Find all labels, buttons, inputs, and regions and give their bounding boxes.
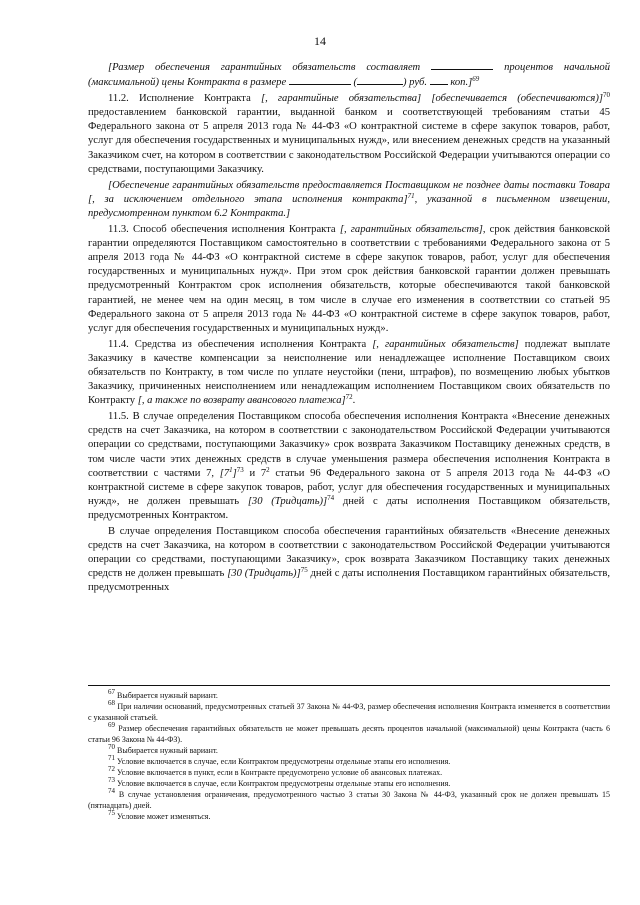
- footnote-ref: 70: [603, 91, 610, 100]
- footnote-text: Выбирается нужный вариант.: [117, 746, 218, 755]
- footnote-ref: 75: [300, 566, 308, 575]
- superscript: 1: [229, 465, 233, 474]
- paragraph-11-2: [88, 92, 610, 177]
- footnote-text: Выбирается нужный вариант.: [117, 691, 218, 700]
- text: статьи 96 Федерального закона от 5 апреля 2013 года № 44-ФЗ «О контрактной системе в сфере закупок товаров, работ, услуг для обеспечения государственных и муниципальных нужд», не должен превышать: [88, 467, 611, 507]
- footnote-text: Условие может изменяться.: [117, 812, 211, 821]
- blank-field: [430, 75, 448, 85]
- text: Исполнение Контракта: [138, 93, 251, 105]
- paragraph-11-3: [88, 223, 610, 336]
- paragraph-guarantee-return: [88, 525, 610, 595]
- footnote-number: 70: [108, 743, 115, 751]
- text: [, гарантийные обязательства]: [260, 93, 422, 105]
- footnote-number: 75: [108, 809, 115, 817]
- page-number: 14: [314, 34, 326, 48]
- text: , указанной в письменном извещении, предусмотренном пунктом 6.2 Контракта.]: [88, 193, 610, 219]
- text: В случае определения Поставщиком способа обеспечения исполнения Контракта «Внесение денежных средств на счет Заказчика, на котором в соответствии с законодательством Российской Федерации учитываются операции со средствами, поступающими Заказчику» срок возврата Заказчиком Поставщику денежных средств, в том числе части этих денежных средств в случае уменьшения размера обеспечения исполнения Контракта в соответствии с частями 7,: [88, 411, 610, 479]
- footnote: [88, 723, 610, 745]
- text: [Размер обеспечения гарантийных обязательств составляет: [108, 62, 421, 73]
- footnotes: [88, 690, 610, 822]
- text: [30 (Тридцать)]: [247, 495, 328, 507]
- footnote-number: 73: [108, 776, 115, 784]
- footnote-number: 72: [108, 765, 115, 773]
- blank-field: [431, 60, 493, 70]
- text: , срок действия банковской гарантии определяются Поставщиком самостоятельно в соответствии с требованиями Федерального закона от 5 апреля 2013 года № 44-ФЗ «О контрактной системе в сфере закупок товаров, работ, услуг для обеспечения государственных и муниципальных нужд». При этом срок действия банковской гарантии должен превышать предусмотренный Контрактом срок исполнения обязательств, которые обеспечиваются такой банковской гарантией, не менее чем на один месяц, в том числе в случае его изменения в соответствии со статьей 95 Федерального закона от 5 апреля 2013 года № 44-ФЗ «О контрактной системе в сфере закупок товаров, работ, услуг для обеспечения государственных и муниципальных нужд».: [88, 224, 611, 334]
- footnote-ref: 72: [345, 393, 353, 402]
- text: Средства из обеспечения исполнения Контракта: [134, 338, 367, 350]
- text: процентов начальной (максимальной) цены Контракта в размере: [88, 62, 610, 89]
- text: [Обеспечение гарантийных обязательств предоставляется Поставщиком не позднее даты поставки Товара [, за исключением отдельного этапа исполнения контракта]: [88, 179, 610, 205]
- text: .: [352, 395, 356, 407]
- paragraph-guarantee-size: [88, 60, 610, 90]
- text: дней с даты исполнения Поставщиком обязательств, предусмотренных Контрактом.: [88, 495, 610, 521]
- text: предоставлением банковской гарантии, выданной банком и соответствующей требованиям статьи 45 Федерального закона от 5 апреля 2013 года № 44-ФЗ «О контрактной системе в сфере закупок товаров, работ, услуг для обеспечения государственных и муниципальных нужд», или внесением денежных средств на указанный Заказчиком счет, на котором в соответствии с законодательством Российской Федерации учитываются операции со средствами, поступающими Заказчику.: [88, 107, 610, 175]
- clause-number: 11.4.: [108, 338, 129, 350]
- text: [, а также по возврату авансового платежа]: [137, 395, 346, 407]
- clause-number: 11.5.: [108, 411, 129, 423]
- paragraph-11-4: [88, 338, 610, 408]
- footnote-text: Условие включается в случае, если Контрактом предусмотрены отдельные этапы его исполнения.: [117, 757, 451, 766]
- footnote: [88, 778, 610, 789]
- text: [, гарантийных обязательств]: [372, 338, 519, 350]
- footnote-ref: 69: [472, 75, 480, 84]
- superscript: 2: [266, 465, 270, 474]
- text: ]: [232, 467, 237, 479]
- text: [, гарантийных обязательств]: [339, 224, 483, 236]
- footnote: [88, 789, 610, 811]
- footnote: [88, 811, 610, 822]
- main-text: [88, 60, 610, 595]
- paragraph-11-5: [88, 410, 610, 523]
- text: Способ обеспечения исполнения Контракта: [133, 224, 336, 236]
- blank-field: [357, 75, 403, 85]
- footnote-text: Условие включается в пункт, если в Контракте предусмотрено условие об авансовых платежах.: [117, 768, 443, 777]
- footnote-number: 68: [108, 699, 115, 707]
- footnote: [88, 745, 610, 756]
- footnote-text: Условие включается в случае, если Контрактом предусмотрены отдельные этапы его исполнения.: [117, 779, 451, 788]
- footnote-number: 71: [108, 754, 115, 762]
- paragraph-guarantee-provision: [88, 179, 610, 221]
- footnote-text: При наличии оснований, предусмотренных статьей 37 Закона № 44-ФЗ, размер обеспечения исполнения Контракта изменяется в соответствии с указанной статьей.: [88, 702, 611, 722]
- text: (: [353, 77, 357, 89]
- clause-number: 11.3.: [108, 224, 129, 236]
- text: коп.]: [450, 77, 473, 89]
- clause-number: 11.2.: [108, 93, 129, 105]
- footnote: [88, 701, 610, 723]
- text: дней с даты исполнения Поставщиком гарантийных обязательств, предусмотренных: [88, 568, 610, 594]
- blank-field: [289, 75, 351, 85]
- footnote-ref: 73: [236, 465, 244, 474]
- footnote-number: 74: [108, 787, 115, 795]
- footnote-number: 69: [108, 721, 115, 729]
- footnote-separator: [88, 685, 610, 686]
- footnote-ref: 71: [407, 191, 415, 200]
- text: [30 (Тридцать)]: [227, 568, 301, 580]
- text: и 7: [249, 467, 267, 479]
- text: подлежат выплате Заказчику в качестве компенсации за неисполнение или ненадлежащее исполнение Поставщиком своих обязательств по Контракту, в том числе по уплате неустойки (пени, штрафов), по возмещению любых убытков Заказчику, причиненных неисполнением или ненадлежащим исполнением Поставщиком своих обязательств по Контракту: [88, 338, 611, 407]
- footnote: [88, 756, 610, 767]
- footnote-ref: 74: [327, 493, 335, 502]
- text: ) руб.: [403, 77, 428, 89]
- footnote-text: В случае установления ограничения, предусмотренного частью 3 статьи 30 Закона № 44-ФЗ, указанный срок не должен превышать 15 (пятнадцать) дней.: [88, 790, 611, 810]
- footnote: [88, 767, 610, 778]
- text: [7: [219, 467, 230, 479]
- footnote-text: Размер обеспечения гарантийных обязательств не может превышать десять процентов начальной (максимальной) цены Контракта (часть 6 статьи 96 Закона № 44-ФЗ).: [88, 724, 611, 744]
- text: [обеспечивается (обеспечиваются)]: [431, 93, 603, 105]
- footnote-number: 67: [108, 688, 115, 696]
- footnote: [88, 690, 610, 701]
- text: В случае определения Поставщиком способа обеспечения гарантийных обязательств «Внесение денежных средств на счет Заказчика, на котором в соответствии с законодательством Российской Федерации учитываются операции со средствами, поступающими Заказчику», срок возврата Заказчиком Поставщику таких денежных средств не должен превышать: [88, 526, 610, 580]
